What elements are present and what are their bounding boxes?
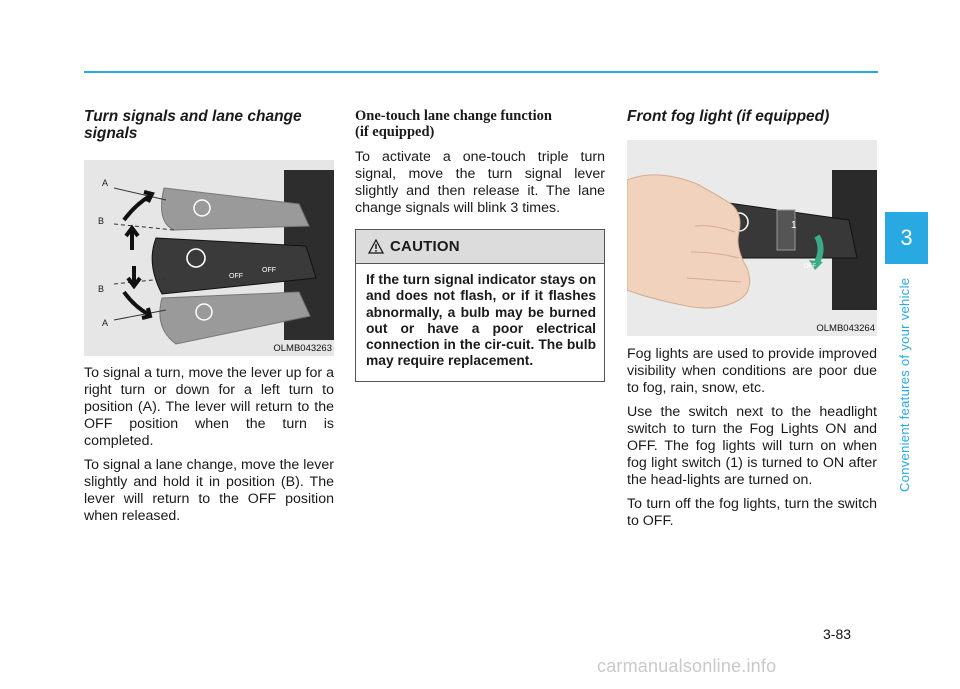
label-b-top: B bbox=[98, 216, 105, 226]
figure-code: OLMB043264 bbox=[816, 323, 875, 334]
warning-triangle-icon bbox=[368, 239, 384, 254]
one-touch-paragraph: To activate a one-touch triple turn signal, move the turn signal lever slightly and then release it. The lane change signals will blink 3 times. bbox=[355, 149, 605, 216]
turn-signals-heading: Turn signals and lane change signals bbox=[84, 108, 302, 142]
label-b-bottom: B bbox=[98, 284, 105, 294]
turn-signal-paragraph: To signal a turn, move the lever up for a right turn or down for a left turn to position (A). The lever will return to the OFF position when the turn is completed. bbox=[84, 365, 334, 449]
caution-box bbox=[355, 229, 605, 382]
top-rule bbox=[84, 71, 878, 73]
label-a-top: A bbox=[102, 178, 109, 188]
label-a-bottom: A bbox=[102, 318, 109, 328]
svg-text:OFF: OFF bbox=[229, 273, 243, 280]
one-touch-heading-line1: One-touch lane change function bbox=[355, 108, 552, 124]
chapter-tab: 3 bbox=[885, 212, 928, 264]
switch-label-1: 1 bbox=[791, 220, 797, 231]
watermark: carmanualsonline.info bbox=[597, 656, 777, 676]
column-fog-light bbox=[627, 108, 877, 537]
turn-signal-lever-figure bbox=[84, 160, 334, 356]
column-turn-signals bbox=[84, 108, 334, 532]
fog-light-paragraph-2: Use the switch next to the headlight switch to turn the Fog Lights ON and OFF. The fog lights will turn on when fog light switch (1) is turned to ON after the head-lights are turned on. bbox=[627, 404, 877, 488]
caution-text: If the turn signal indicator stays on and does not flash, or if it flashes abnormally, a bulb may be burned out or have a poor electrical connection in the cir-cuit. The bulb may require replacement. bbox=[366, 272, 596, 369]
fog-light-figure bbox=[627, 140, 877, 336]
figure-code: OLMB043263 bbox=[273, 343, 332, 354]
lane-change-paragraph: To signal a lane change, move the lever slightly and hold it in position (B). The lever will return to the OFF position when released. bbox=[84, 457, 335, 524]
caution-title: CAUTION bbox=[390, 238, 460, 255]
chapter-title-text: Convenient features of your vehicle bbox=[897, 277, 912, 492]
fog-light-heading: Front fog light (if equipped) bbox=[627, 108, 830, 125]
one-touch-heading-line2: (if equipped) bbox=[355, 124, 435, 140]
caution-header bbox=[356, 230, 604, 264]
off-label: OFF bbox=[804, 264, 816, 270]
one-touch-heading bbox=[355, 108, 605, 140]
svg-text:OFF: OFF bbox=[262, 267, 276, 274]
turn-signal-lever-illustration bbox=[84, 160, 334, 356]
fog-light-paragraph-3: To turn off the fog lights, turn the switch to OFF. bbox=[627, 496, 877, 529]
page-number: 3-83 bbox=[823, 626, 852, 642]
fog-light-paragraph-1: Fog lights are used to provide improved visibility when conditions are poor due to fog, rain, snow, etc. bbox=[627, 346, 877, 396]
fog-light-switch-illustration bbox=[627, 140, 877, 336]
column-one-touch bbox=[355, 108, 605, 382]
